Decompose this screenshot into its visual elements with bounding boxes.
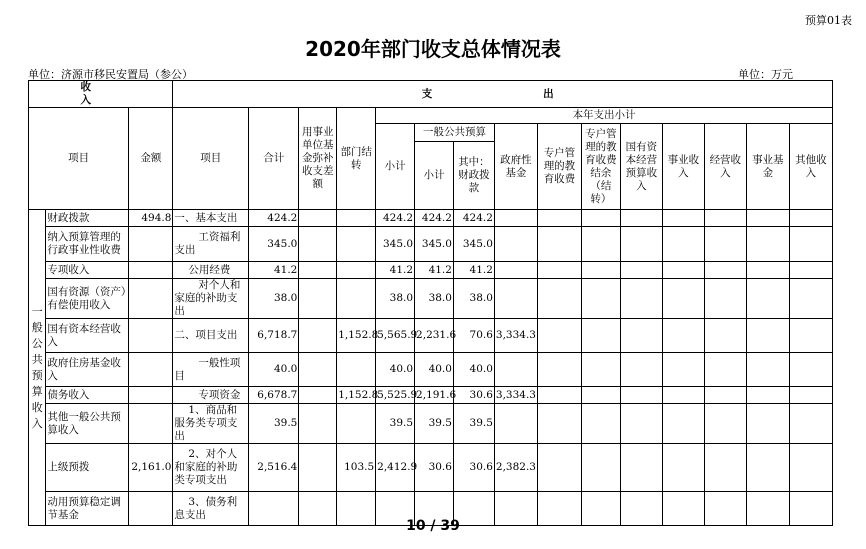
subtotal-cell: 5,565.9 (376, 319, 415, 353)
dept-carry-cell (337, 353, 376, 387)
table-row (29, 353, 833, 387)
dept-carry-cell (337, 404, 376, 444)
expense-item-cell: 2、对个人和家庭的补助类专项支出 (173, 444, 249, 492)
ps-fund-cell (299, 279, 337, 319)
fiscal-grant-cell: 345.0 (453, 227, 494, 262)
empty-cell (704, 279, 746, 319)
empty-cell (581, 227, 620, 262)
fiscal-grant-cell: 41.2 (453, 262, 494, 279)
empty-cell (620, 444, 662, 492)
general-subtotal-cell: 40.0 (415, 353, 454, 387)
empty-cell (537, 279, 581, 319)
total-cell: 6,678.7 (249, 387, 299, 404)
header-subtotal-year: 本年支出小计 (376, 108, 833, 124)
header-item: 项目 (29, 108, 129, 210)
fiscal-grant-cell: 30.6 (453, 387, 494, 404)
empty-cell (620, 279, 662, 319)
empty-cell (581, 262, 620, 279)
gov-fund-cell: 2,382.3 (494, 444, 537, 492)
empty-cell (789, 279, 832, 319)
empty-cell (662, 387, 704, 404)
ps-fund-cell (299, 319, 337, 353)
general-subtotal-cell: 39.5 (415, 404, 454, 444)
income-item-cell: 其他一般公共预算收入 (46, 404, 129, 444)
ps-fund-cell (299, 404, 337, 444)
gov-fund-cell (494, 279, 537, 319)
empty-cell (581, 353, 620, 387)
table-row (29, 227, 833, 262)
empty-cell (746, 444, 789, 492)
ps-fund-cell (299, 262, 337, 279)
empty-cell (581, 387, 620, 404)
subtotal-cell: 38.0 (376, 279, 415, 319)
subtotal-cell: 2,412.9 (376, 444, 415, 492)
general-subtotal-cell: 2,191.6 (415, 387, 454, 404)
empty-cell (537, 444, 581, 492)
empty-cell (620, 404, 662, 444)
empty-cell (746, 353, 789, 387)
empty-cell (662, 353, 704, 387)
income-amount-cell (129, 353, 173, 387)
empty-cell (620, 262, 662, 279)
table-row (29, 404, 833, 444)
income-item-cell: 专项收入 (46, 262, 129, 279)
empty-cell (789, 262, 832, 279)
dept-carry-cell: 1,152.8 (337, 387, 376, 404)
empty-cell (789, 227, 832, 262)
expense-item-cell: 专项资金 (173, 387, 249, 404)
gov-fund-cell: 3,334.3 (494, 387, 537, 404)
income-item-cell: 国有资本经营收入 (46, 319, 129, 353)
empty-cell (620, 353, 662, 387)
empty-cell (620, 210, 662, 227)
header-career-fund: 事业基金 (746, 124, 789, 210)
general-subtotal-cell: 424.2 (415, 210, 454, 227)
total-cell: 345.0 (249, 227, 299, 262)
empty-cell (662, 444, 704, 492)
general-subtotal-cell: 41.2 (415, 262, 454, 279)
expense-item-cell: 一般性项目 (173, 353, 249, 387)
total-cell: 2,516.4 (249, 444, 299, 492)
header-general-budget: 一般公共预算 (415, 124, 495, 142)
income-item-cell: 上级预拨 (46, 444, 129, 492)
empty-cell (620, 387, 662, 404)
page-number: 10 / 39 (406, 518, 460, 534)
header-career-income: 事业收入 (662, 124, 704, 210)
header-amount: 金额 (129, 108, 173, 210)
expense-item-cell: 公用经费 (173, 262, 249, 279)
empty-cell (704, 387, 746, 404)
header-operating-income: 经营收入 (704, 124, 746, 210)
header-soe-capital: 国有资本经营预算收入 (620, 124, 662, 210)
total-cell: 39.5 (249, 404, 299, 444)
form-code: 预算01表 (805, 14, 852, 27)
subtotal-cell: 5,525.9 (376, 387, 415, 404)
empty-cell (537, 404, 581, 444)
expense-item-cell: 对个人和家庭的补助支出 (173, 279, 249, 319)
subtotal-cell: 41.2 (376, 262, 415, 279)
income-amount-cell (129, 387, 173, 404)
empty-cell (789, 387, 832, 404)
empty-cell (537, 319, 581, 353)
table-row (29, 444, 833, 492)
header-item2: 项目 (173, 108, 249, 210)
empty-cell (746, 210, 789, 227)
table-row (29, 279, 833, 319)
subtotal-cell: 39.5 (376, 404, 415, 444)
empty-cell (662, 210, 704, 227)
ps-fund-cell (299, 210, 337, 227)
empty-cell (620, 319, 662, 353)
empty-cell (662, 227, 704, 262)
expense-item-cell: 二、项目支出 (173, 319, 249, 353)
empty-cell (662, 262, 704, 279)
fiscal-grant-cell: 424.2 (453, 210, 494, 227)
fiscal-grant-cell: 30.6 (453, 444, 494, 492)
header-special-edu-carry: 专户管理的教育收费结余（结转） (581, 124, 620, 210)
empty-cell (704, 319, 746, 353)
dept-carry-cell (337, 227, 376, 262)
empty-cell (704, 227, 746, 262)
general-subtotal-cell: 38.0 (415, 279, 454, 319)
empty-cell (537, 387, 581, 404)
general-subtotal-cell: 2,231.6 (415, 319, 454, 353)
header-small-total: 小计 (415, 142, 454, 210)
fiscal-grant-cell: 70.6 (453, 319, 494, 353)
empty-cell (662, 319, 704, 353)
income-amount-cell: 494.8 (129, 210, 173, 227)
header-total: 合计 (249, 108, 299, 210)
total-cell: 424.2 (249, 210, 299, 227)
ps-fund-cell (299, 353, 337, 387)
income-amount-cell (129, 319, 173, 353)
table-row (29, 387, 833, 404)
header-fiscal-grant: 其中：财政拨款 (453, 142, 494, 210)
gov-fund-cell (494, 227, 537, 262)
header-gov-fund: 政府性基金 (494, 124, 537, 210)
empty-cell (537, 210, 581, 227)
expense-item-cell: 1、商品和服务类专项支出 (173, 404, 249, 444)
table-row (29, 319, 833, 353)
empty-cell (704, 404, 746, 444)
income-amount-cell: 2,161.0 (129, 444, 173, 492)
empty-cell (746, 262, 789, 279)
income-item-cell: 债务收入 (46, 387, 129, 404)
subtotal-cell: 40.0 (376, 353, 415, 387)
empty-cell (537, 227, 581, 262)
empty-cell (704, 353, 746, 387)
fiscal-grant-cell: 40.0 (453, 353, 494, 387)
empty-cell (789, 404, 832, 444)
expense-item-cell: 一、基本支出 (173, 210, 249, 227)
income-item-cell: 纳入预算管理的行政事业性收费 (46, 227, 129, 262)
income-amount-cell (129, 279, 173, 319)
table-row (29, 210, 833, 227)
empty-cell (581, 444, 620, 492)
empty-cell (581, 319, 620, 353)
empty-cell (789, 444, 832, 492)
unit-org: 单位：济源市移民安置局（参公） (28, 68, 193, 81)
ps-fund-cell (299, 227, 337, 262)
header-expense: 支 出 (173, 81, 833, 108)
total-cell: 6,718.7 (249, 319, 299, 353)
general-subtotal-cell: 30.6 (415, 444, 454, 492)
income-item-cell: 国有资源（资产）有偿使用收入 (46, 279, 129, 319)
empty-cell (620, 227, 662, 262)
income-amount-cell (129, 227, 173, 262)
empty-cell (662, 404, 704, 444)
dept-carry-cell: 103.5 (337, 444, 376, 492)
side-label: 一般公共预算收入 (29, 210, 46, 526)
header-income: 收 入 (29, 81, 173, 108)
header-other-income: 其他收入 (789, 124, 832, 210)
empty-cell (746, 279, 789, 319)
budget-table (28, 80, 833, 526)
income-item-cell: 政府住房基金收入 (46, 353, 129, 387)
income-item-cell: 动用预算稳定调节基金 (46, 492, 129, 526)
empty-cell (662, 279, 704, 319)
subtotal-cell: 424.2 (376, 210, 415, 227)
empty-cell (581, 404, 620, 444)
total-cell: 41.2 (249, 262, 299, 279)
empty-cell (746, 387, 789, 404)
dept-carry-cell (337, 262, 376, 279)
empty-cell (789, 210, 832, 227)
header-subtotal: 小计 (376, 124, 415, 210)
ps-fund-cell (299, 444, 337, 492)
empty-cell (537, 353, 581, 387)
gov-fund-cell: 3,334.3 (494, 319, 537, 353)
empty-cell (704, 262, 746, 279)
income-amount-cell (129, 404, 173, 444)
income-amount-cell (129, 262, 173, 279)
expense-item-cell: 工资福利支出 (173, 227, 249, 262)
header-ps-fund: 用事业单位基金弥补收支差额 (299, 108, 337, 210)
gov-fund-cell (494, 353, 537, 387)
empty-cell (581, 279, 620, 319)
empty-cell (581, 210, 620, 227)
empty-cell (746, 227, 789, 262)
dept-carry-cell (337, 279, 376, 319)
dept-carry-cell (337, 210, 376, 227)
total-cell: 40.0 (249, 353, 299, 387)
unit-money: 单位：万元 (738, 68, 793, 81)
empty-cell (704, 210, 746, 227)
header-dept-carry: 部门结转 (337, 108, 376, 210)
empty-cell (537, 262, 581, 279)
gov-fund-cell (494, 404, 537, 444)
total-cell: 38.0 (249, 279, 299, 319)
gov-fund-cell (494, 262, 537, 279)
fiscal-grant-cell: 38.0 (453, 279, 494, 319)
empty-cell (746, 319, 789, 353)
dept-carry-cell: 1,152.8 (337, 319, 376, 353)
fiscal-grant-cell: 39.5 (453, 404, 494, 444)
empty-cell (704, 444, 746, 492)
expense-item-cell: 3、债务利息支出 (173, 492, 249, 526)
general-subtotal-cell: 345.0 (415, 227, 454, 262)
subtotal-cell: 345.0 (376, 227, 415, 262)
ps-fund-cell (299, 387, 337, 404)
empty-cell (746, 404, 789, 444)
gov-fund-cell (494, 210, 537, 227)
page-title: 2020年部门收支总体情况表 (305, 37, 561, 61)
income-item-cell: 财政拨款 (46, 210, 129, 227)
empty-cell (789, 319, 832, 353)
table-row (29, 262, 833, 279)
empty-cell (789, 353, 832, 387)
header-special-edu: 专户管理的教育收费 (537, 124, 581, 210)
